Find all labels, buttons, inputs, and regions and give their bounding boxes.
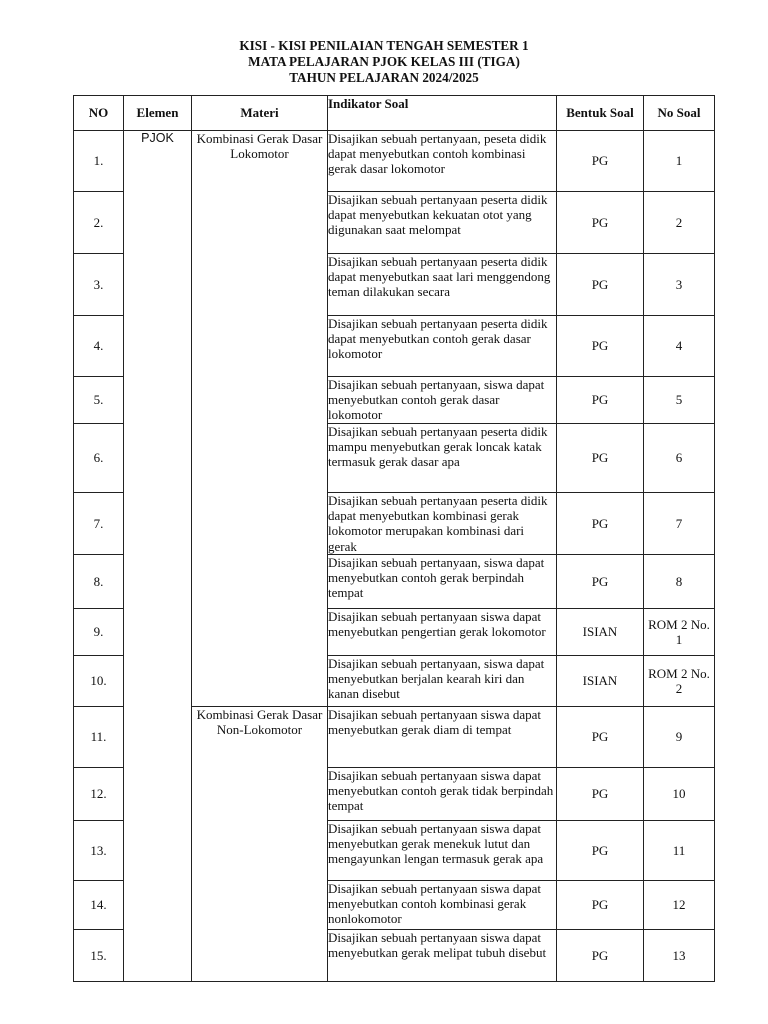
bentuk-cell: PG xyxy=(557,555,644,609)
indikator-cell: Disajikan sebuah pertanyaan siswa dapat menyebutkan gerak menekuk lutut dan mengayunkan lengan termasuk gerak apa xyxy=(328,821,557,881)
title-line-3: TAHUN PELAJARAN 2024/2025 xyxy=(289,70,479,85)
materi-nonlokomotor: Kombinasi Gerak Dasar Non-Lokomotor xyxy=(192,707,328,982)
nosoal-cell: 3 xyxy=(644,254,715,316)
header-row xyxy=(74,96,715,131)
indikator-cell: Disajikan sebuah pertanyaan peserta didik dapat menyebutkan kombinasi gerak lokomotor merupakan kombinasi dari gerak xyxy=(328,493,557,555)
indikator-cell: Disajikan sebuah pertanyaan siswa dapat menyebutkan gerak melipat tubuh disebut xyxy=(328,930,557,982)
row-number: 13. xyxy=(74,821,124,881)
bentuk-cell: PG xyxy=(557,493,644,555)
row-number: 12. xyxy=(74,768,124,821)
bentuk-cell: PG xyxy=(557,131,644,192)
bentuk-cell: PG xyxy=(557,881,644,930)
bentuk-cell: ISIAN xyxy=(557,609,644,656)
row-number: 15. xyxy=(74,930,124,982)
nosoal-cell: 10 xyxy=(644,768,715,821)
header-no: NO xyxy=(74,96,124,131)
bentuk-cell: PG xyxy=(557,930,644,982)
indikator-cell: Disajikan sebuah pertanyaan siswa dapat menyebutkan gerak diam di tempat xyxy=(328,707,557,768)
row-number: 1. xyxy=(74,131,124,192)
title-line-2: MATA PELAJARAN PJOK KELAS III (TIGA) xyxy=(248,54,520,69)
row-number: 2. xyxy=(74,192,124,254)
row-number: 14. xyxy=(74,881,124,930)
bentuk-cell: PG xyxy=(557,707,644,768)
indikator-cell: Disajikan sebuah pertanyaan peserta didik dapat menyebutkan contoh gerak dasar lokomotor xyxy=(328,316,557,377)
row-number: 4. xyxy=(74,316,124,377)
header-bentuk: Bentuk Soal xyxy=(557,96,644,131)
header-materi: Materi xyxy=(192,96,328,131)
nosoal-cell: 12 xyxy=(644,881,715,930)
nosoal-cell: 11 xyxy=(644,821,715,881)
indikator-cell: Disajikan sebuah pertanyaan peserta didik mampu menyebutkan gerak loncak katak termasuk gerak dasar apa xyxy=(328,424,557,493)
bentuk-cell: PG xyxy=(557,821,644,881)
nosoal-cell: 6 xyxy=(644,424,715,493)
table-row xyxy=(74,131,715,192)
bentuk-cell: ISIAN xyxy=(557,656,644,707)
row-number: 5. xyxy=(74,377,124,424)
indikator-cell: Disajikan sebuah pertanyaan, peseta didik dapat menyebutkan contoh kombinasi gerak dasar lokomotor xyxy=(328,131,557,192)
indikator-cell: Disajikan sebuah pertanyaan siswa dapat menyebutkan contoh kombinasi gerak nonlokomotor xyxy=(328,881,557,930)
nosoal-cell: 9 xyxy=(644,707,715,768)
bentuk-cell: PG xyxy=(557,768,644,821)
bentuk-cell: PG xyxy=(557,192,644,254)
nosoal-cell: 5 xyxy=(644,377,715,424)
row-number: 10. xyxy=(74,656,124,707)
kisi-table xyxy=(73,95,715,982)
bentuk-cell: PG xyxy=(557,316,644,377)
row-number: 9. xyxy=(74,609,124,656)
bentuk-cell: PG xyxy=(557,254,644,316)
row-number: 6. xyxy=(74,424,124,493)
materi-lokomotor: Kombinasi Gerak Dasar Lokomotor xyxy=(192,131,328,707)
nosoal-cell: 8 xyxy=(644,555,715,609)
document-title xyxy=(0,38,768,86)
indikator-cell: Disajikan sebuah pertanyaan, siswa dapat menyebutkan contoh gerak dasar lokomotor xyxy=(328,377,557,424)
title-line-1: KISI - KISI PENILAIAN TENGAH SEMESTER 1 xyxy=(239,38,529,53)
table-body xyxy=(74,131,715,982)
elemen-cell: PJOK xyxy=(124,131,192,982)
nosoal-cell: 7 xyxy=(644,493,715,555)
row-number: 11. xyxy=(74,707,124,768)
nosoal-cell: 2 xyxy=(644,192,715,254)
nosoal-cell: 1 xyxy=(644,131,715,192)
indikator-cell: Disajikan sebuah pertanyaan peserta didik dapat menyebutkan saat lari menggendong teman dilakukan secara xyxy=(328,254,557,316)
header-indikator: Indikator Soal xyxy=(328,96,557,131)
row-number: 8. xyxy=(74,555,124,609)
header-elemen: Elemen xyxy=(124,96,192,131)
indikator-cell: Disajikan sebuah pertanyaan, siswa dapat menyebutkan contoh gerak berpindah tempat xyxy=(328,555,557,609)
row-number: 3. xyxy=(74,254,124,316)
nosoal-cell: 13 xyxy=(644,930,715,982)
nosoal-cell: ROM 2 No. 2 xyxy=(644,656,715,707)
indikator-cell: Disajikan sebuah pertanyaan, siswa dapat menyebutkan berjalan kearah kiri dan kanan disebut xyxy=(328,656,557,707)
indikator-cell: Disajikan sebuah pertanyaan siswa dapat menyebutkan contoh gerak tidak berpindah tempat xyxy=(328,768,557,821)
nosoal-cell: ROM 2 No. 1 xyxy=(644,609,715,656)
row-number: 7. xyxy=(74,493,124,555)
indikator-cell: Disajikan sebuah pertanyaan peserta didik dapat menyebutkan kekuatan otot yang digunakan saat melompat xyxy=(328,192,557,254)
nosoal-cell: 4 xyxy=(644,316,715,377)
bentuk-cell: PG xyxy=(557,377,644,424)
indikator-cell: Disajikan sebuah pertanyaan siswa dapat menyebutkan pengertian gerak lokomotor xyxy=(328,609,557,656)
header-nosoal: No Soal xyxy=(644,96,715,131)
bentuk-cell: PG xyxy=(557,424,644,493)
